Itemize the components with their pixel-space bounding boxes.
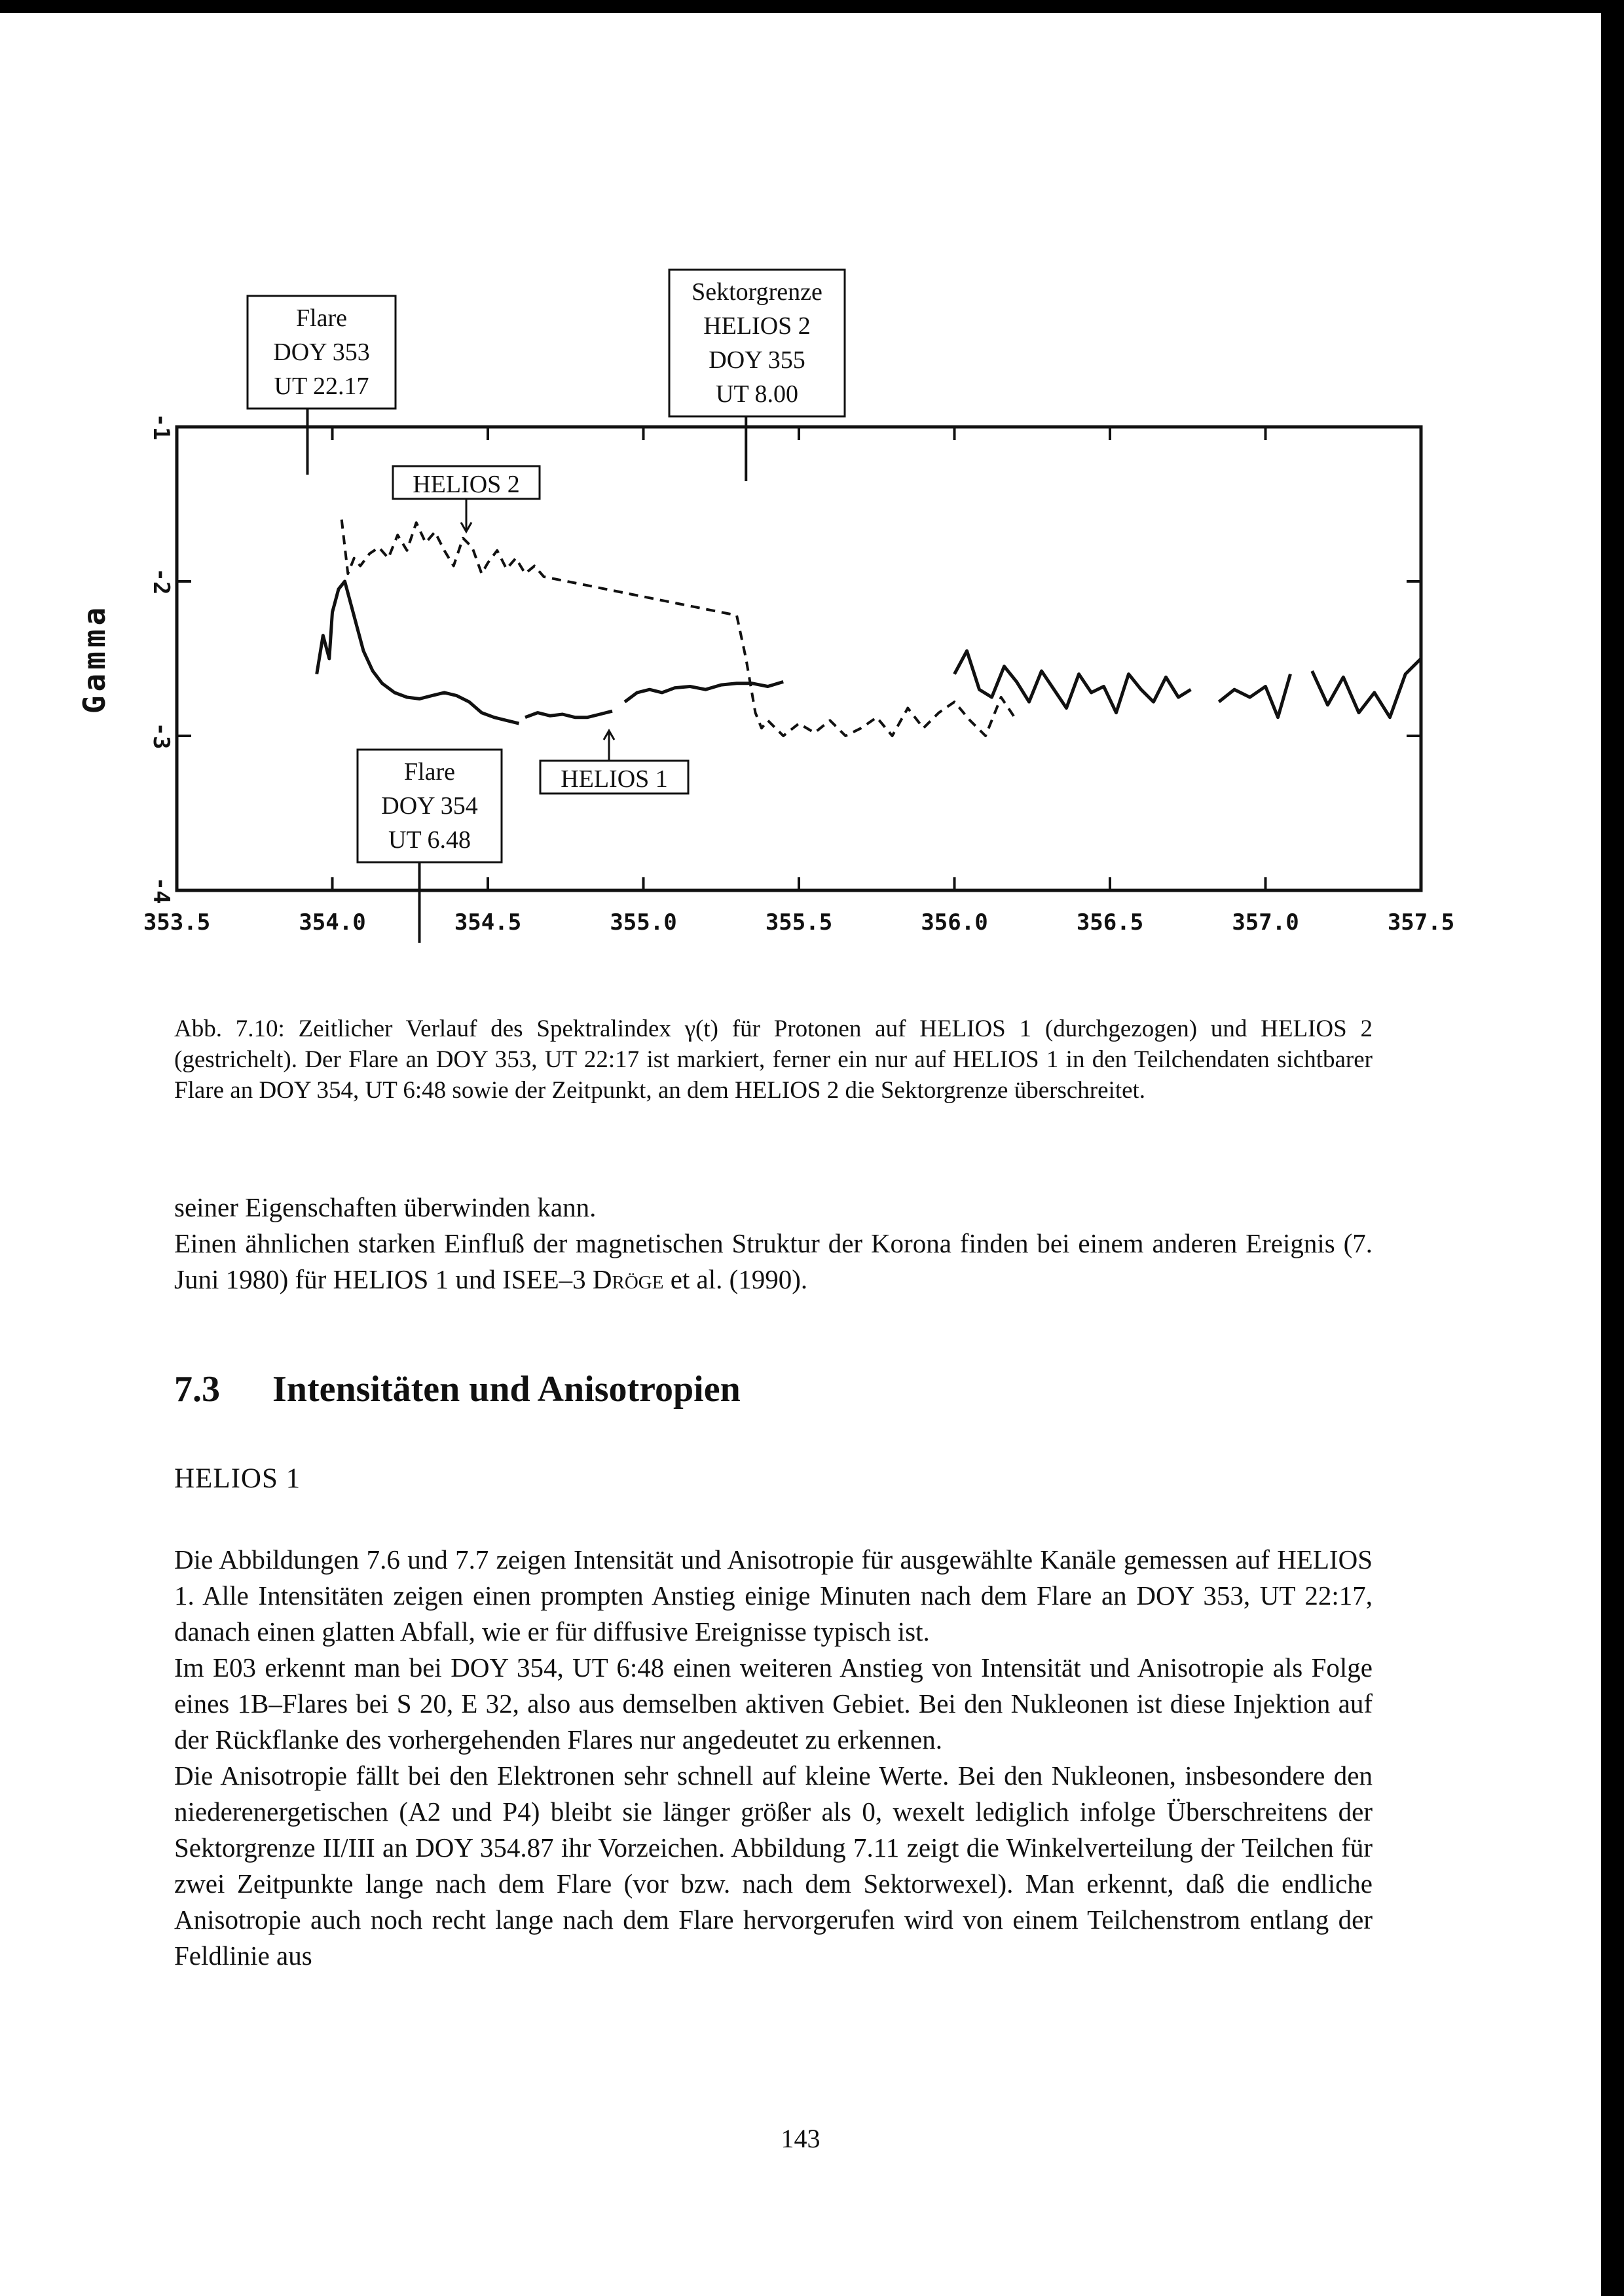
y-tick-label: -1 — [148, 413, 174, 441]
sektorgrenze-annotation-line: HELIOS 2 — [703, 312, 811, 340]
section-heading — [174, 1368, 741, 1410]
body-paragraph: Die Anisotropie fällt bei den Elektronen sehr schnell auf kleine Werte. Bei den Nukleonen, insbesondere den niederenergetischen (A2 und P4) bleibt sie länger größer als 0, wexelt lediglich infolge Überschreitens der Sektorgrenze II/III an DOY 354.87 ihr Vorzeichen. Abbildung 7.11 zeigt die Winkelverteilung der Teilchen für zwei Zeitpunkte lange nach dem Flare (vor bzw. nach dem Sektorwexel). Man erkennt, daß die endliche Anisotropie auch noch recht lange nach dem Flare hervorgerufen wird von einem Teilchenstrom entlang der Feldlinie aus — [174, 1760, 1373, 1971]
sektorgrenze-annotation-line: Sektorgrenze — [692, 278, 822, 306]
x-tick-label: 356.0 — [921, 909, 988, 936]
y-axis-label: Gamma — [77, 603, 112, 714]
intro-text-end: et al. (1990). — [663, 1264, 808, 1294]
flare-353-annotation-line: UT 22.17 — [274, 373, 369, 400]
x-tick-label: 356.5 — [1076, 909, 1144, 936]
page — [0, 13, 1601, 2296]
x-tick-label: 354.5 — [454, 909, 522, 936]
section-number: 7.3 — [174, 1369, 220, 1410]
x-tick-label: 355.5 — [765, 909, 833, 936]
body-paragraph: Im E03 erkennt man bei DOY 354, UT 6:48 einen weiteren Anstieg von Intensität und Anisotropie als Folge eines 1B–Flares bei S 20, E 32, also aus demselben aktiven Gebiet. Bei den Nukleonen ist diese Injektion auf der Rückflanke des vorhergehenden Flares nur angedeutet zu erkennen. — [174, 1652, 1373, 1755]
figure — [0, 13, 1601, 969]
flare-354-annotation-line: Flare — [403, 758, 456, 786]
y-tick-label: -3 — [148, 722, 174, 750]
section-title: Intensitäten und Anisotropien — [272, 1369, 741, 1410]
body-paragraphs — [174, 1542, 1373, 1974]
body-paragraph: Die Abbildungen 7.6 und 7.7 zeigen Intensität und Anisotropie für ausgewählte Kanäle gemessen auf HELIOS 1. Alle Intensitäten zeigen einen prompten Anstieg einige Minuten nach dem Flare an DOY 353, UT 22:17, danach einen glatten Abfall, wie er für diffusive Ereignisse typisch ist. — [174, 1544, 1373, 1647]
page-number: 143 — [781, 2124, 821, 2153]
intro-text: Einen ähnlichen starken Einfluß der magnetischen Struktur der Korona finden bei einem anderen Ereignis (7. Juni 1980) für HELIOS 1 und ISEE–3 — [174, 1228, 1373, 1294]
x-tick-label: 355.0 — [610, 909, 677, 936]
gamma-chart — [0, 13, 1601, 969]
sektorgrenze-annotation-line: DOY 355 — [709, 346, 805, 374]
subsection-heading: HELIOS 1 — [174, 1463, 301, 1494]
flare-354-annotation-line: UT 6.48 — [388, 826, 471, 854]
x-tick-label: 357.0 — [1232, 909, 1299, 936]
flare-353-annotation-line: Flare — [295, 304, 348, 332]
paragraph-intro — [174, 1190, 1373, 1298]
intro-line-2 — [174, 1226, 1373, 1298]
x-tick-label: 357.5 — [1387, 909, 1455, 936]
series-line-helios-1 — [317, 581, 1421, 723]
flare-354-annotation-line: DOY 354 — [381, 792, 478, 820]
x-tick-label: 354.0 — [299, 909, 366, 936]
flare-353-annotation-line: DOY 353 — [273, 338, 370, 366]
helios1-label: HELIOS 1 — [561, 765, 668, 793]
author-name: Dröge — [592, 1264, 664, 1294]
figure-caption: Abb. 7.10: Zeitlicher Verlauf des Spektralindex γ(t) für Protonen auf HELIOS 1 (durchgezogen) und HELIOS 2 (gestrichelt). Der Flare an DOY 353, UT 22:17 ist markiert, ferner ein nur auf HELIOS 1 in den Teilchendaten sichtbarer Flare an DOY 354, UT 6:48 sowie der Zeitpunkt, an dem HELIOS 2 die Sektorgrenze überschreitet. — [174, 1015, 1373, 1104]
y-tick-label: -4 — [148, 877, 174, 904]
y-tick-label: -2 — [148, 568, 174, 595]
intro-line-1: seiner Eigenschaften überwinden kann. — [174, 1192, 597, 1222]
helios2-label: HELIOS 2 — [413, 471, 520, 498]
series-line-helios-2 — [342, 520, 1017, 736]
x-tick-label: 353.5 — [143, 909, 211, 936]
sektorgrenze-annotation-line: UT 8.00 — [716, 380, 798, 408]
